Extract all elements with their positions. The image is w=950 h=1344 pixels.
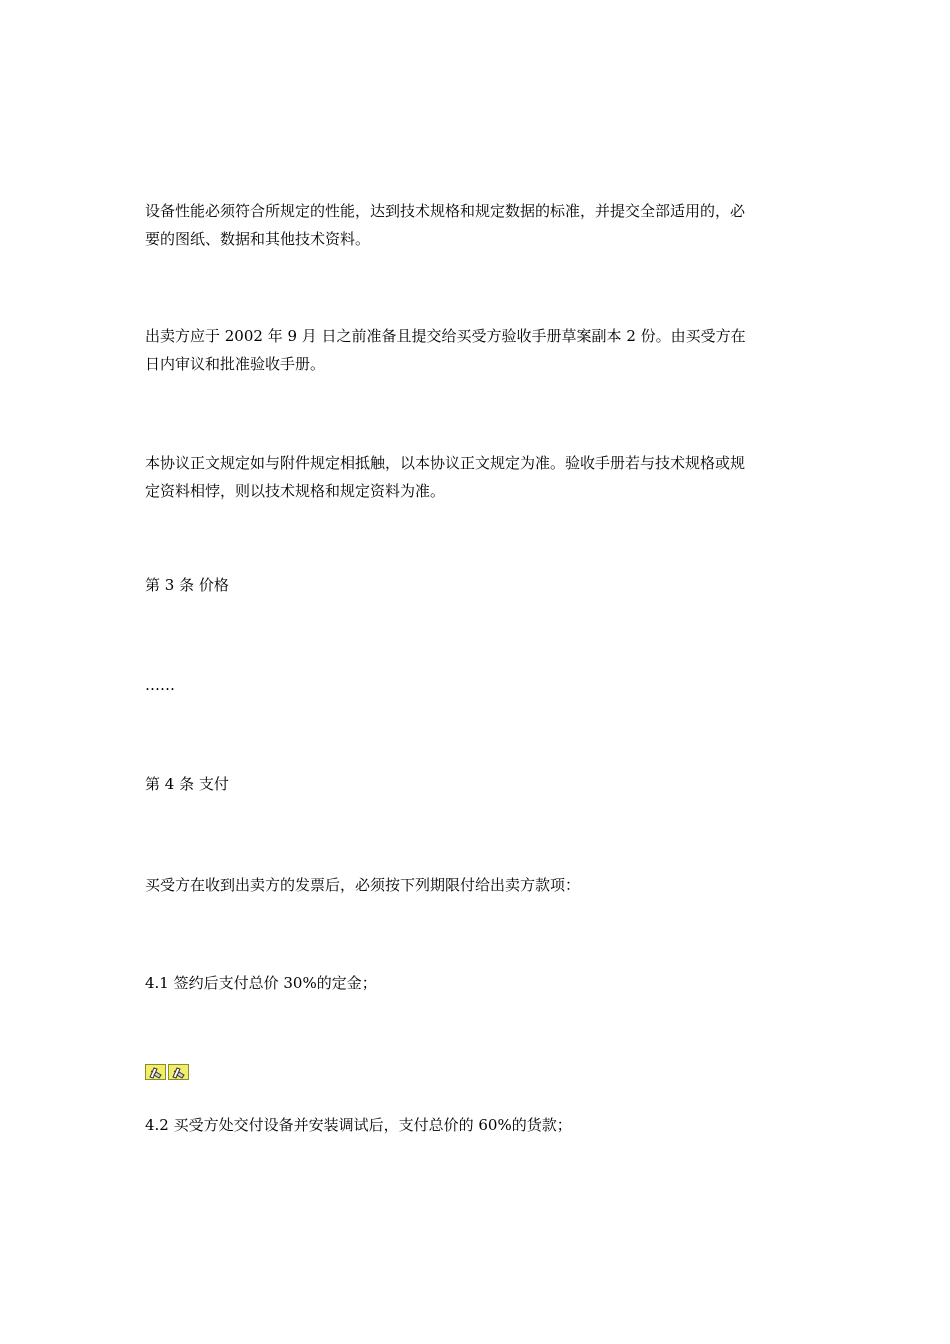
edit-icon	[148, 1066, 163, 1079]
clause-4-1: 4.1 签约后支付总价 30%的定金；	[145, 974, 377, 992]
clause-4-2: 4.2 买受方处交付设备并安装调试后，支付总价的 60%的货款；	[145, 1116, 572, 1134]
paragraph-line: 日内审议和批准验收手册。	[145, 355, 326, 373]
paragraph-line: 要的图纸、数据和其他技术资料。	[145, 230, 371, 248]
paragraph-line: 本协议正文规定如与附件规定相抵触，以本协议正文规定为准。验收手册若与技术规格或规	[145, 454, 746, 472]
paragraph-line: 出卖方应于 2002 年 9 月 日之前准备且提交给买受方验收手册草案副本 2 份。由买受方在	[145, 327, 746, 345]
edit-icon[interactable]	[145, 1064, 166, 1080]
paragraph-precedence	[145, 449, 815, 505]
edit-icon	[171, 1066, 186, 1079]
edit-icon[interactable]	[168, 1064, 189, 1080]
paragraph-equipment-performance	[145, 197, 815, 253]
ellipsis-text: ……	[145, 676, 175, 694]
article-3-heading: 第 3 条 价格	[145, 576, 229, 594]
payment-intro: 买受方在收到出卖方的发票后，必须按下列期限付给出卖方款项：	[145, 876, 581, 894]
paragraph-line: 定资料相悖，则以技术规格和规定资料为准。	[145, 482, 446, 500]
edit-icon-group[interactable]	[145, 1064, 189, 1080]
article-4-heading: 第 4 条 支付	[145, 775, 229, 793]
paragraph-line: 设备性能必须符合所规定的性能，达到技术规格和规定数据的标准，并提交全部适用的，必	[145, 202, 746, 220]
paragraph-acceptance-manual	[145, 322, 815, 378]
